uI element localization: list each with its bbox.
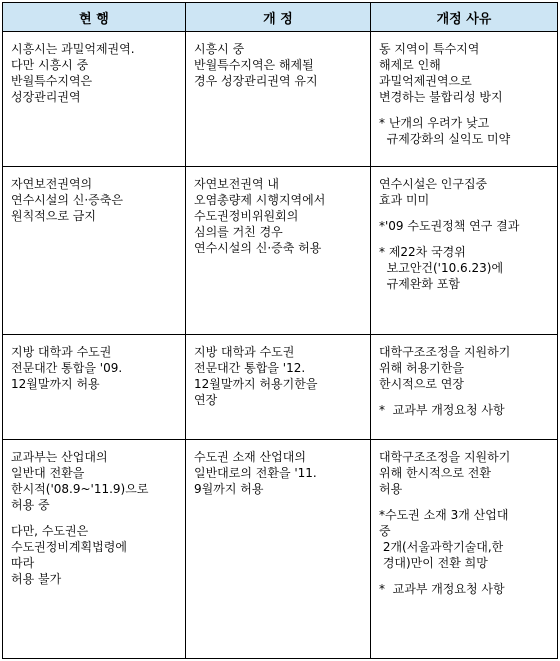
revised-cell bbox=[186, 32, 371, 167]
header-current: 현 행 bbox=[3, 3, 186, 32]
note-line: * 교과부 개정요청 사항 bbox=[379, 582, 505, 597]
current-cell bbox=[3, 32, 186, 167]
text-line: 지방 대학과 수도권 bbox=[194, 344, 295, 359]
note-line: 중 bbox=[379, 524, 391, 539]
table-row bbox=[3, 166, 558, 334]
paragraph-gap bbox=[379, 571, 551, 581]
text-line: 원칙적으로 금지 bbox=[11, 208, 96, 223]
text-line: 한시적으로 연장 bbox=[379, 376, 464, 391]
note-line: * 교과부 개정요청 사항 bbox=[379, 402, 505, 417]
text-line: 변경하는 불합리성 방지 bbox=[379, 90, 503, 104]
regulation-comparison-table bbox=[2, 2, 558, 659]
note-line: * 제22차 국경위 bbox=[379, 244, 466, 259]
text-line: 위해 허용기한을 bbox=[379, 360, 464, 375]
paragraph-gap bbox=[379, 105, 551, 115]
reason-cell bbox=[371, 334, 558, 439]
current-cell bbox=[3, 440, 186, 659]
text-line: 대학구조조정을 지원하기 bbox=[379, 344, 511, 359]
text-line: 따라 bbox=[11, 556, 35, 571]
note-line: *수도권 소재 3개 산업대 bbox=[379, 508, 509, 523]
text-line: 12월말까지 허용 bbox=[11, 376, 100, 391]
text-line: 전문대간 통합을 '12. bbox=[194, 360, 306, 375]
text-line: 해제로 인해 bbox=[379, 58, 441, 72]
reason-cell bbox=[371, 440, 558, 659]
text-line: 시흥시는 과밀억제권역. bbox=[11, 42, 135, 56]
text-line: 교과부는 산업대의 bbox=[11, 450, 108, 465]
text-line: 동 지역이 특수지역 bbox=[379, 42, 480, 56]
note-line: *'09 수도권정책 연구 결과 bbox=[379, 218, 520, 233]
text-line: 허용 불가 bbox=[11, 572, 62, 587]
table-row bbox=[3, 32, 558, 167]
text-line: 9월까지 허용 bbox=[194, 482, 264, 497]
current-cell bbox=[3, 166, 186, 334]
text-line: 과밀억제권역으로 bbox=[379, 74, 472, 88]
text-line: 시흥시 중 bbox=[194, 42, 245, 56]
table-row bbox=[3, 334, 558, 439]
text-line: 반월특수지역은 bbox=[11, 74, 93, 88]
revised-cell bbox=[186, 334, 371, 439]
text-line: 자연보전권역 내 bbox=[194, 176, 279, 191]
text-line: 연수시설의 신·증축 허용 bbox=[194, 240, 322, 255]
note-line: 경대)만이 전환 희망 bbox=[379, 556, 488, 571]
paragraph-gap bbox=[379, 208, 551, 218]
text-line: 연장 bbox=[194, 392, 218, 407]
note-line: 규제강화의 실익도 미약 bbox=[379, 132, 511, 146]
text-line: 수도권정비위원회의 bbox=[194, 208, 299, 223]
text-line: 다만, 수도권은 bbox=[11, 524, 89, 539]
paragraph-gap bbox=[379, 234, 551, 244]
text-line: 성장관리권역 bbox=[11, 90, 81, 104]
table-row bbox=[3, 440, 558, 659]
text-line: 효과 미미 bbox=[379, 192, 430, 207]
header-reason: 개정 사유 bbox=[371, 3, 558, 32]
current-cell bbox=[3, 334, 186, 439]
note-line: 2개(서울과학기술대,한 bbox=[379, 540, 504, 555]
text-line: 연수시설은 인구집중 bbox=[379, 176, 488, 191]
table-header-row bbox=[3, 3, 558, 32]
text-line: 반월특수지역은 해제될 bbox=[194, 58, 314, 72]
text-line: 허용 중 bbox=[11, 498, 50, 513]
text-line: 오염총량제 시행지역에서 bbox=[194, 192, 326, 207]
text-line: 허용 bbox=[379, 482, 403, 497]
text-line: 연수시설의 신·증축은 bbox=[11, 192, 123, 207]
reason-cell bbox=[371, 166, 558, 334]
text-line: 12월말까지 허용기한을 bbox=[194, 376, 318, 391]
text-line: 수도권정비계획법령에 bbox=[11, 540, 127, 555]
text-line: 다만 시흥시 중 bbox=[11, 58, 89, 72]
paragraph-gap bbox=[11, 513, 179, 523]
text-line: 한시적('08.9~'11.9)으로 bbox=[11, 482, 149, 497]
note-line: * 난개의 우려가 낮고 bbox=[379, 116, 490, 130]
text-line: 심의를 거친 경우 bbox=[194, 224, 283, 239]
text-line: 대학구조조정을 지원하기 bbox=[379, 450, 511, 465]
revised-cell bbox=[186, 440, 371, 659]
text-line: 자연보전권역의 bbox=[11, 176, 93, 191]
text-line: 지방 대학과 수도권 bbox=[11, 344, 112, 359]
text-line: 수도권 소재 산업대의 bbox=[194, 450, 306, 465]
header-revised: 개 정 bbox=[186, 3, 371, 32]
text-line: 전문대간 통합을 '09. bbox=[11, 360, 123, 375]
text-line: 위해 한시적으로 전환 bbox=[379, 466, 491, 481]
reason-cell bbox=[371, 32, 558, 167]
paragraph-gap bbox=[379, 392, 551, 402]
note-line: 보고안건('10.6.23)에 bbox=[379, 260, 504, 275]
text-line: 일반대 전환을 bbox=[11, 466, 85, 481]
note-line: 규제완화 포함 bbox=[379, 276, 460, 291]
text-line: 일반대로의 전환을 '11. bbox=[194, 466, 317, 481]
text-line: 경우 성장관리권역 유지 bbox=[194, 74, 318, 88]
paragraph-gap bbox=[379, 497, 551, 507]
revised-cell bbox=[186, 166, 371, 334]
